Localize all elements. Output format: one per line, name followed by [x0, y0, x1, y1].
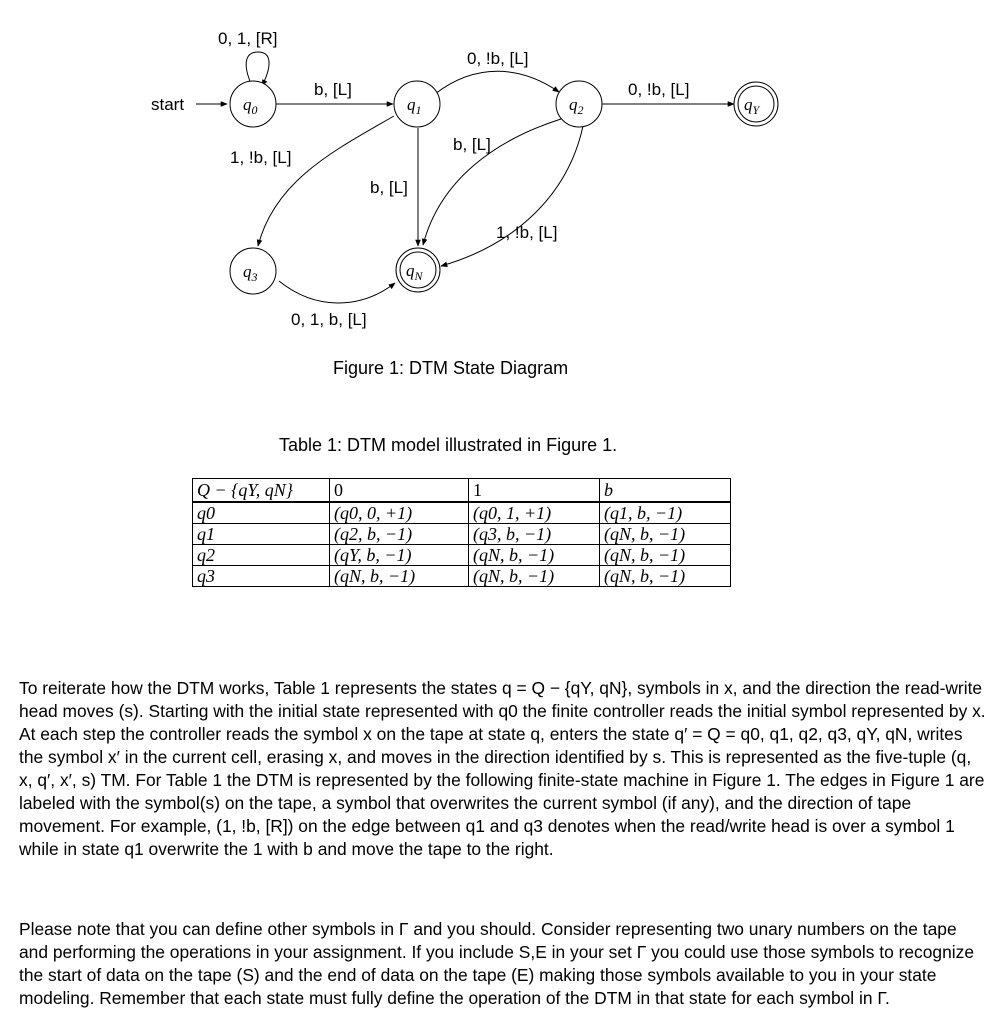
table-cell: (qY, b, −1) [330, 545, 469, 566]
dtm-table [192, 478, 731, 587]
table-cell: (qN, b, −1) [469, 566, 600, 587]
table-cell: (q1, b, −1) [600, 502, 731, 524]
figure-caption: Figure 1: DTM State Diagram [333, 358, 569, 378]
state-q0 [230, 81, 276, 127]
edge-q3-qN [279, 281, 395, 303]
svg-text:q2: $q_2$ [569, 95, 584, 117]
label-q0-loop: 0, 1, [R] [218, 29, 278, 48]
label-q1-qN: b, [L] [370, 178, 408, 197]
table-cell: (q0, 1, +1) [469, 502, 600, 524]
state-qY [734, 82, 778, 126]
label-q1-q2: 0, !b, [L] [467, 49, 529, 68]
svg-text:q1: $q_1$ [407, 95, 422, 117]
table-cell: (qN, b, −1) [469, 545, 600, 566]
table-cell: (q2, b, −1) [330, 524, 469, 545]
table-cell: q2 [193, 545, 330, 566]
explanation-paragraph: To reiterate how the DTM works, Table 1 represents the states q = Q − {qY, qN}, symbols in x, and the direction the read-write head moves (s). Starting with the initial state represented with q0 the finite controller reads the initial symbol represented by x. At each step the controller reads the symbol x on the tape at state q, enters the state q′ = Q = q0, q1, q2, q3, qY, qN, writes the symbol x′ in the current cell, erasing x, and moves in the direction identified by s. This is represented as the five-tuple (q, x, q′, x′, s) TM. For Table 1 the DTM is represented by the following finite-state machine in Figure 1. The edges in Figure 1 are labeled with the symbol(s) on the tape, a symbol that overwrites the current symbol (if any), and the direction of tape movement. For example, (1, !b, [R]) on the edge between q1 and q3 denotes when the read/write head is over a symbol 1 while in state q1 overwrite the 1 with b and move the tape to the right. [19, 678, 986, 860]
state-q2 [556, 81, 602, 127]
label-q2-qY: 0, !b, [L] [628, 80, 690, 99]
table-cell: q1 [193, 524, 330, 545]
table-cell: (qN, b, −1) [600, 566, 731, 587]
edge-q1-q2 [435, 71, 559, 94]
table-header-cell: Q − {qY, qN} [193, 479, 330, 503]
state-qN [396, 248, 440, 292]
table-row [193, 502, 731, 524]
note-paragraph: Please note that you can define other symbols in Γ and you should. Consider representing two unary numbers on the tape and performing the operations in your assignment. If you include S,E in your set Γ you could use those symbols to recognize the start of data on the tape (S) and the end of data on the tape (E) making those symbols available to you in your state modeling. Remember that each state must fully define the operation of the DTM in that state for each symbol in Γ. [19, 919, 974, 1009]
label-q3-qN: 0, 1, b, [L] [291, 310, 367, 329]
table-row [193, 566, 731, 587]
state-q3 [230, 248, 276, 294]
label-q0-q1: b, [L] [314, 80, 352, 99]
table-cell: q3 [193, 566, 330, 587]
table-header-cell: 0 [330, 479, 469, 503]
svg-text:q0: $q_0$ [243, 95, 258, 117]
table-row [193, 524, 731, 545]
table-header-cell: b [600, 479, 731, 503]
table-header-row [193, 479, 731, 503]
table-cell: q0 [193, 502, 330, 524]
table-caption: Table 1: DTM model illustrated in Figure 1. [279, 435, 618, 455]
table-cell: (qN, b, −1) [600, 524, 731, 545]
label-q2-qN-b: b, [L] [453, 135, 491, 154]
table-row [193, 545, 731, 566]
table-cell: (q3, b, −1) [469, 524, 600, 545]
table-cell: (qN, b, −1) [600, 545, 731, 566]
state-q1 [394, 81, 440, 127]
label-q2-qN-1: 1, !b, [L] [496, 223, 558, 242]
svg-text:qN: $q_N$ [406, 261, 423, 283]
svg-text:qY: $q_Y$ [744, 95, 760, 117]
table-header-cell: 1 [469, 479, 600, 503]
label-q1-q3: 1, !b, [L] [230, 148, 292, 167]
start-label: start [151, 95, 185, 114]
table-cell: (qN, b, −1) [330, 566, 469, 587]
dtm-state-diagram [0, 0, 1003, 400]
table-cell: (q0, 0, +1) [330, 502, 469, 524]
svg-text:q3: $q_3$ [243, 262, 258, 284]
